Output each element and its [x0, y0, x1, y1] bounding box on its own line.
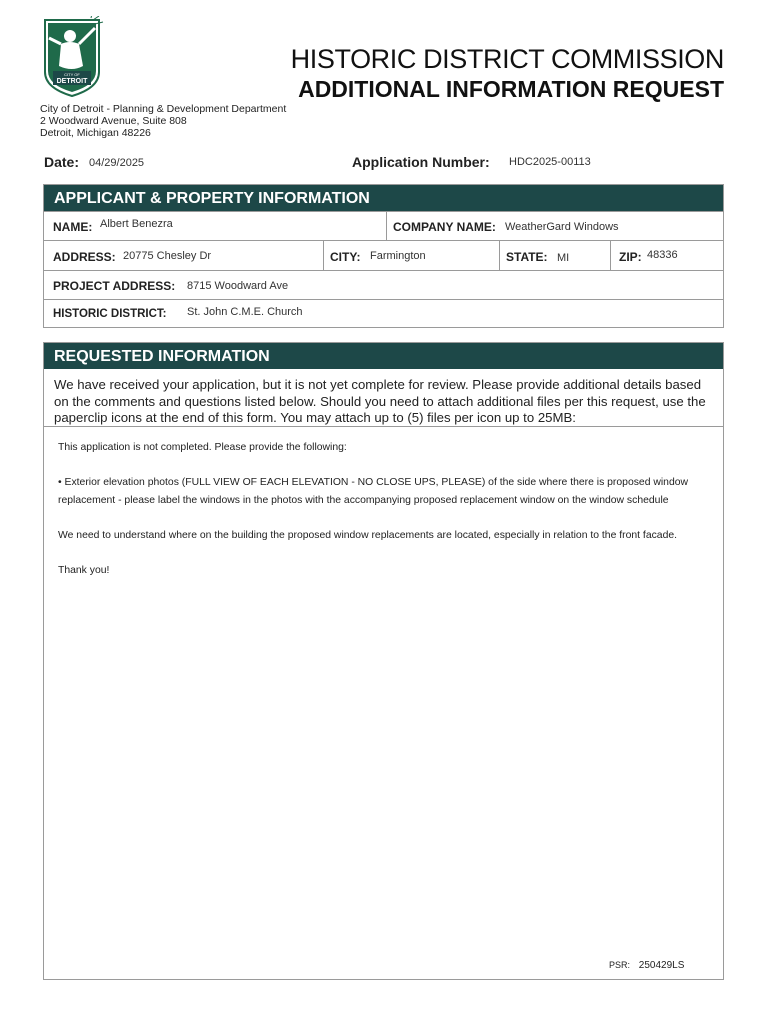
applicant-property-section [43, 184, 724, 328]
requested-information-section [43, 342, 724, 980]
address-line-1: 2 Woodward Avenue, Suite 808 [40, 115, 187, 127]
comment-paragraph: This application is not completed. Please provide the following: [58, 442, 347, 453]
zip-field[interactable]: 48336 [647, 249, 678, 261]
svg-text:CITY OF: CITY OF [64, 72, 80, 77]
name-label: NAME: [53, 220, 93, 234]
project-address-field[interactable]: 8715 Woodward Ave [187, 280, 289, 292]
city-of-detroit-logo [37, 16, 107, 98]
date-label: Date: [44, 154, 80, 170]
project-address-row [44, 270, 723, 299]
state-label: STATE: [506, 250, 548, 264]
historic-district-field[interactable]: St. John C.M.E. Church [187, 306, 303, 318]
comment-paragraph: We need to understand where on the building the proposed window replacements are located, especially in relation to the front facade. [58, 530, 678, 541]
psr-code [609, 960, 684, 971]
application-number-label: Application Number: [352, 154, 490, 170]
address-field[interactable]: 20775 Chesley Dr [123, 250, 212, 262]
department-name: City of Detroit - Planning & Development Department [40, 103, 287, 115]
city-label: CITY: [330, 250, 361, 264]
page-subtitle: ADDITIONAL INFORMATION REQUEST [298, 76, 724, 102]
zip-cell [610, 241, 723, 270]
psr-label: PSR: [609, 960, 631, 970]
comment-paragraph: Thank you! [58, 565, 110, 576]
name-cell [44, 212, 386, 240]
company-cell [386, 212, 723, 240]
city-cell [323, 241, 499, 270]
name-field[interactable]: Albert Benezra [100, 218, 173, 230]
address-cell [44, 241, 323, 270]
city-field[interactable]: Farmington [370, 250, 426, 262]
department-address [40, 103, 286, 139]
application-number-field[interactable]: HDC2025-00113 [509, 156, 591, 168]
psr-value: 250429LS [638, 960, 685, 971]
address-label: ADDRESS: [53, 250, 116, 264]
project-address-label: PROJECT ADDRESS: [53, 279, 176, 293]
applicant-section-heading: APPLICANT & PROPERTY INFORMATION [44, 185, 723, 211]
request-comments-field[interactable] [58, 439, 718, 597]
address-line-2: Detroit, Michigan 48226 [40, 127, 151, 139]
historic-district-label: HISTORIC DISTRICT: [53, 308, 167, 320]
historic-district-row [44, 299, 723, 327]
company-field[interactable]: WeatherGard Windows [505, 221, 619, 233]
svg-text:DETROIT: DETROIT [56, 78, 88, 85]
state-cell [499, 241, 610, 270]
company-label: COMPANY NAME: [393, 220, 496, 234]
page-title: HISTORIC DISTRICT COMMISSION [290, 44, 724, 74]
address-row [44, 240, 723, 270]
comment-paragraph: • Exterior elevation photos (FULL VIEW OF EACH ELEVATION - NO CLOSE UPS, PLEASE) of the side where there is proposed window replacement - please label the windows in the photos with the accompanying proposed replacement window on the window schedule [58, 477, 689, 506]
date-field[interactable]: 04/29/2025 [89, 157, 145, 169]
zip-label: ZIP: [619, 250, 642, 264]
name-row [44, 211, 723, 240]
requested-section-heading: REQUESTED INFORMATION [44, 343, 723, 369]
request-instructions: We have received your application, but it is not yet complete for review. Please provide additional details based on the comments and questions listed below. Should you need to attach additional files per this request, use the paperclip icons at the end of this form. You may attach up to (5) files per icon up to 25MB: [44, 369, 723, 427]
state-field[interactable]: MI [557, 252, 570, 264]
